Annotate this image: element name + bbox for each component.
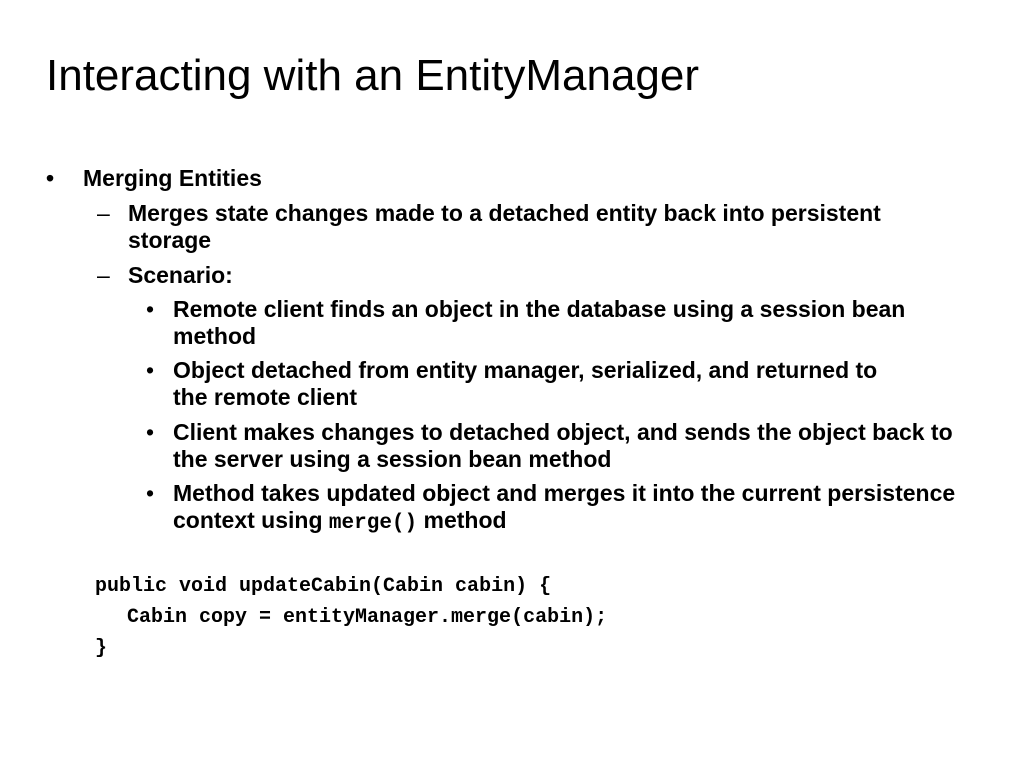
bullet-dot-icon: • <box>146 419 155 445</box>
code-line-1: public void updateCabin(Cabin cabin) { <box>95 575 552 598</box>
bullet-text: Remote client finds an object in the database using a session bean method <box>173 296 906 349</box>
code-line-3: } <box>95 637 108 660</box>
bullet-text-prefix: Method takes updated object and merges it into the current persistence context using <box>173 480 956 533</box>
bullet-dash-icon: – <box>97 200 110 226</box>
code-line-2: Cabin copy = entityManager.merge(cabin); <box>127 606 608 629</box>
bullet-text: Merging Entities <box>83 165 262 191</box>
bullet-text-suffix: method <box>417 507 507 533</box>
bullet-dot-icon: • <box>146 480 155 506</box>
slide-title: Interacting with an EntityManager <box>46 51 700 100</box>
bullet-text: Object detached from entity manager, serialized, and returned to the remote client <box>173 357 878 410</box>
inline-code-merge: merge() <box>328 512 418 535</box>
bullet-dash-icon: – <box>97 262 110 288</box>
bullet-text: Scenario: <box>128 262 233 288</box>
bullet-text <box>173 480 1003 537</box>
bullet-text: Client makes changes to detached object, and sends the object back to the server using a session bean method <box>173 419 953 472</box>
bullet-dot-icon: • <box>146 357 155 383</box>
bullet-text: Merges state changes made to a detached entity back into persistent storage <box>128 200 881 253</box>
bullet-dot-icon: • <box>46 165 55 191</box>
code-block <box>95 571 607 664</box>
bullet-dot-icon: • <box>146 296 155 322</box>
